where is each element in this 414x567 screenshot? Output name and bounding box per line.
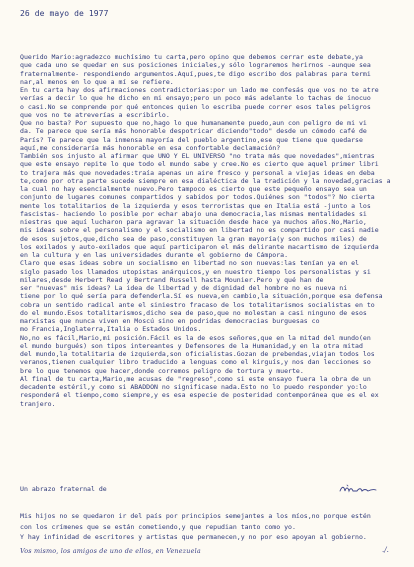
- letter-line: mis ideas sobre el personalismo y el socialismo en libertad no es compartido por casi nadie: [20, 226, 379, 235]
- postscript-line: Mis hijos no se quedaron ir del país por principios semejantes a los míos,no porque estén: [20, 512, 371, 520]
- letter-line: te,como por otra parte sucede siempre en esa dialéctica de la tradición y la novedad,gracias a: [20, 176, 391, 185]
- letter-line: do el mundo.Esos totalitarismos,dicho sea de paso,que no molestan a casi ninguno de esos: [20, 308, 367, 317]
- letter-line: Claro que esas ideas sobre un socialismo en libertad no son nuevas:las tenían ya en el: [20, 259, 359, 268]
- letter-line: mo Francia,Inglaterra,Italia o Estados Unidos.: [20, 325, 202, 334]
- letter-line: to trajera más que novedades:traía apenas un aire fresco y personal a viejas ideas en deba: [20, 168, 375, 177]
- letter-line: Querido Mario:agradezco muchísimo tu carta,pero opino que debemos cerrar este debate,ya: [20, 53, 363, 61]
- handwritten-note: Vos mismo, los amigos de uno de ellos, en Venezuela: [20, 547, 201, 555]
- letter-line: del mundo,la totalitaria de izquierda,son oficialistas.Gozan de prebendas,viajan todos los: [20, 350, 375, 358]
- letter-line: que este ensayo repite lo que todo el mundo sabe y cree.No es cierto que aquel primer libri: [20, 160, 379, 169]
- letter-line: el mundo burgués) son tipos intereantes y Defensores de la Humanidad,y en la otra mitad: [20, 341, 363, 350]
- letter-line: Al final de tu carta,Mario,me acusas de "regreso",como si este ensayo fuera la obra de un: [20, 374, 371, 383]
- letter-line: fascistas- haciendo lo posible por echar abajo una democracia,las mismas mentalidades si: [20, 209, 367, 218]
- letter-line: aquí,me consideraría más honorable en esa confortable declamación?: [20, 143, 281, 152]
- letter-line: mente los totalitarios de la izquierda y esos terroristas que en Italia está -junto a los: [20, 201, 371, 210]
- letter-line: verías a decir lo que he dicho en mi ensayo;pero un poco más adelante lo tachas de inocuo: [20, 94, 371, 103]
- letter-line: que vos no te atreverías a escribirlo.: [20, 110, 170, 119]
- letter-line: los exilados y auto-exilados que aquí participaron el más delirante macartismo de izquierda: [20, 242, 379, 251]
- letter-line: veranos,tienen cualquier libro traducido a lenguas como el kirguís,y nos dan lecciones so: [20, 358, 371, 367]
- letter-line: responderá el tiempo,como siempre,y es esa especie de posteridad contemporánea que es el ex: [20, 391, 379, 400]
- letter-line: Que no basta? Por supuesto que no,hago lo que humanamente puedo,aun con peligro de mi vi: [20, 119, 367, 127]
- postscript-line: Y hay infinidad de escritores y artistas que permanecen,y no por eso apoyan al gobierno.: [20, 533, 367, 541]
- letter-date: 26 de mayo de 1977: [20, 9, 109, 18]
- letter-line: la cual no hay esencialmente nuevo.Pero tampoco es cierto que este pequeño ensayo sea un: [20, 185, 367, 193]
- letter-line: fraternalmente- respondiendo argumentos.Aquí,pues,te digo escribo dos palabras para termi: [20, 69, 371, 78]
- letter-line: ser "nuevas" mis ideas? La idea de libertad y de dignidad del hombre no es nueva ni: [20, 284, 348, 292]
- page-continuation-mark: ./.: [382, 546, 389, 554]
- letter-line: da. Te parece que sería más honorable despotricar diciendo"todo" desde un cómodo café de: [20, 127, 367, 136]
- letter-line: También sos injusto al afirmar que UNO Y EL UNIVERSO "no trata más que novedades",mientras: [20, 152, 375, 160]
- letter-line: decadente estéril,y como si ABADDON no significase nada.Esto no lo puedo responder yo:lo: [20, 383, 367, 391]
- letter-line: niestras que aquí lucharon para agravar la situación desde hace ya muchos años.No,Mario,: [20, 218, 367, 226]
- signature-mark: [338, 482, 378, 496]
- letter-line: No,no es fácil,Mario,mi posición.Fácil es la de esos señores,que en la mitad del mundo(en: [20, 333, 371, 342]
- letter-line: nar,al menos en lo que a mí se refiere.: [20, 77, 174, 86]
- letter-line: que cada uno se quedar en sus posiciones iniciales,y sólo lograremos herirnos -aunque sea: [20, 61, 371, 70]
- letter-line: milares,desde Herbert Read y Bertrand Russell hasta Mounier.Pero y qué han de: [20, 275, 324, 284]
- letter-body: [20, 53, 404, 408]
- letter-line: conjunto de lugares comunes compartidos y sabidos por todos.Quiénes son "todos"? No cierta: [20, 193, 375, 202]
- letter-line: cobra un sentido radical ante el siniestro fracaso de los totalitarismos socialistas en to: [20, 300, 375, 309]
- letter-line: de esos sujetos,que,dicho sea de paso,constituyen la gran mayoría(y son muchos miles) de: [20, 234, 367, 243]
- letter-line: bre lo que tenemos que hacer,donde corremos peligro de tortura y muerte.: [20, 366, 304, 375]
- postscript-line: con los crímenes que se están cometiendo,y que repudian tanto como yo.: [20, 522, 296, 531]
- letter-line: o casi.No se comprende por qué entonces quien lo escriba puede correr esos tales peligros: [20, 102, 371, 111]
- letter-line: siglo pasado los llamados utopistas anárquicos,y en nuestro tiempo los personalistas y si: [20, 267, 371, 276]
- letter-closing: Un abrazo fraternal de: [20, 485, 107, 493]
- letter-line: en la cultura y en las universidades durante el gobierno de Cámpora.: [20, 251, 289, 259]
- letter-line: marxistas que nunca viven en Moscú sino en podridas democracias burguesas co: [20, 317, 320, 325]
- letter-line: En tu carta hay dos afirmaciones contradictorias:por un lado me confesás que vos no te atre: [20, 86, 379, 94]
- letter-line: tiene por lo qué sería para defenderla.Sí es nueva,en cambio,la situación,porque esa defensa: [20, 292, 383, 301]
- letter-line: París? Te parece que la inmensa mayoría del pueblo argentino,ese que tiene que quedarse: [20, 135, 363, 144]
- postscript: [20, 511, 404, 543]
- letter-line: tranjero.: [20, 399, 56, 408]
